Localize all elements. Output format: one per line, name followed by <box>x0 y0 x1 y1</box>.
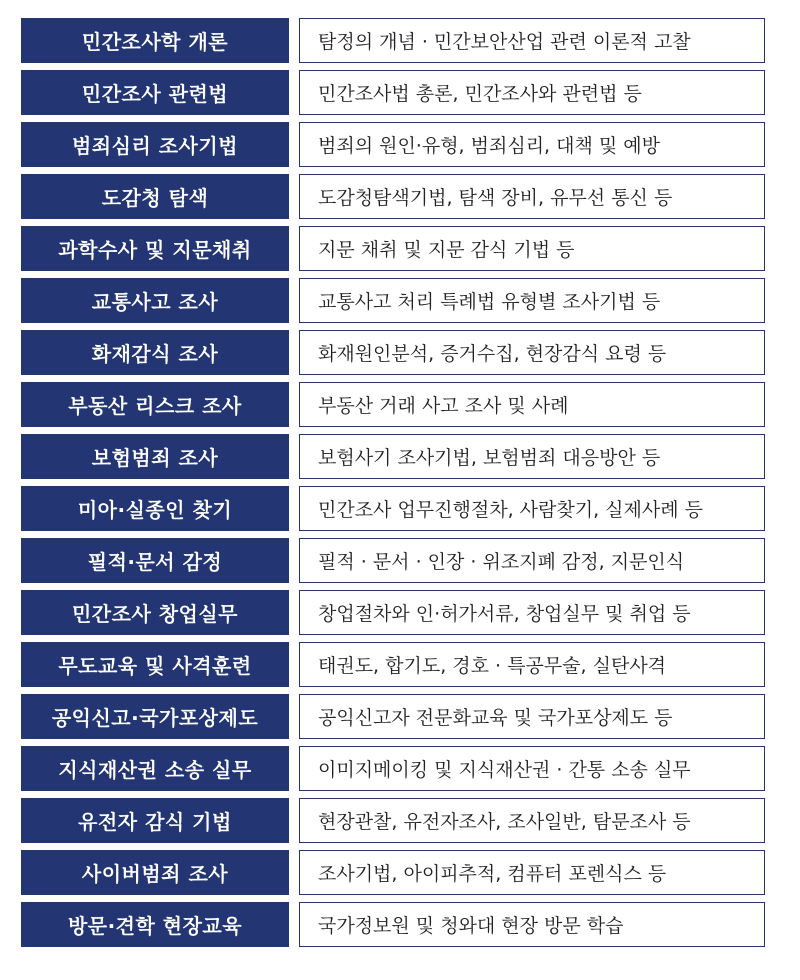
subject-description: 부동산 거래 사고 조사 및 사례 <box>299 382 765 427</box>
subject-label: 무도교육 및 사격훈련 <box>21 642 289 687</box>
subject-label: 화재감식 조사 <box>21 330 289 375</box>
subject-label: 민간조사 창업실무 <box>21 590 289 635</box>
subject-label: 부동산 리스크 조사 <box>21 382 289 427</box>
curriculum-row <box>21 642 787 687</box>
curriculum-row <box>21 174 787 219</box>
subject-label: 범죄심리 조사기법 <box>21 122 289 167</box>
subject-description: 도감청탐색기법, 탐색 장비, 유무선 통신 등 <box>299 174 765 219</box>
subject-description: 조사기법, 아이피추적, 컴퓨터 포렌식스 등 <box>299 850 765 895</box>
subject-label: 도감청 탐색 <box>21 174 289 219</box>
subject-description: 창업절차와 인·허가서류, 창업실무 및 취업 등 <box>299 590 765 635</box>
subject-description: 화재원인분석, 증거수집, 현장감식 요령 등 <box>299 330 765 375</box>
curriculum-row <box>21 746 787 791</box>
subject-description: 이미지메이킹 및 지식재산권 · 간통 소송 실무 <box>299 746 765 791</box>
subject-description: 탐정의 개념 · 민간보안산업 관련 이론적 고찰 <box>299 18 765 63</box>
subject-label: 교통사고 조사 <box>21 278 289 323</box>
subject-label: 사이버범죄 조사 <box>21 850 289 895</box>
subject-description: 국가정보원 및 청와대 현장 방문 학습 <box>299 902 765 947</box>
subject-description: 필적 · 문서 · 인장 · 위조지폐 감정, 지문인식 <box>299 538 765 583</box>
curriculum-row <box>21 902 787 947</box>
subject-description: 태권도, 합기도, 경호 · 특공무술, 실탄사격 <box>299 642 765 687</box>
subject-description: 민간조사법 총론, 민간조사와 관련법 등 <box>299 70 765 115</box>
subject-description: 범죄의 원인·유형, 범죄심리, 대책 및 예방 <box>299 122 765 167</box>
curriculum-row <box>21 590 787 635</box>
curriculum-row <box>21 434 787 479</box>
subject-description: 교통사고 처리 특례법 유형별 조사기법 등 <box>299 278 765 323</box>
curriculum-row <box>21 226 787 271</box>
subject-label: 과학수사 및 지문채취 <box>21 226 289 271</box>
subject-description: 보험사기 조사기법, 보험범죄 대응방안 등 <box>299 434 765 479</box>
subject-label: 공익신고·국가포상제도 <box>21 694 289 739</box>
curriculum-row <box>21 70 787 115</box>
curriculum-list <box>21 18 787 954</box>
subject-label: 민간조사학 개론 <box>21 18 289 63</box>
subject-description: 민간조사 업무진행절차, 사람찾기, 실제사례 등 <box>299 486 765 531</box>
curriculum-row <box>21 382 787 427</box>
curriculum-row <box>21 694 787 739</box>
curriculum-row <box>21 278 787 323</box>
curriculum-row <box>21 850 787 895</box>
curriculum-row <box>21 798 787 843</box>
curriculum-row <box>21 18 787 63</box>
subject-label: 필적·문서 감정 <box>21 538 289 583</box>
curriculum-row <box>21 538 787 583</box>
subject-label: 지식재산권 소송 실무 <box>21 746 289 791</box>
subject-label: 유전자 감식 기법 <box>21 798 289 843</box>
subject-description: 현장관찰, 유전자조사, 조사일반, 탐문조사 등 <box>299 798 765 843</box>
curriculum-row <box>21 486 787 531</box>
subject-label: 민간조사 관련법 <box>21 70 289 115</box>
subject-description: 공익신고자 전문화교육 및 국가포상제도 등 <box>299 694 765 739</box>
subject-label: 보험범죄 조사 <box>21 434 289 479</box>
curriculum-row <box>21 122 787 167</box>
subject-label: 방문·견학 현장교육 <box>21 902 289 947</box>
subject-label: 미아·실종인 찾기 <box>21 486 289 531</box>
subject-description: 지문 채취 및 지문 감식 기법 등 <box>299 226 765 271</box>
curriculum-row <box>21 330 787 375</box>
